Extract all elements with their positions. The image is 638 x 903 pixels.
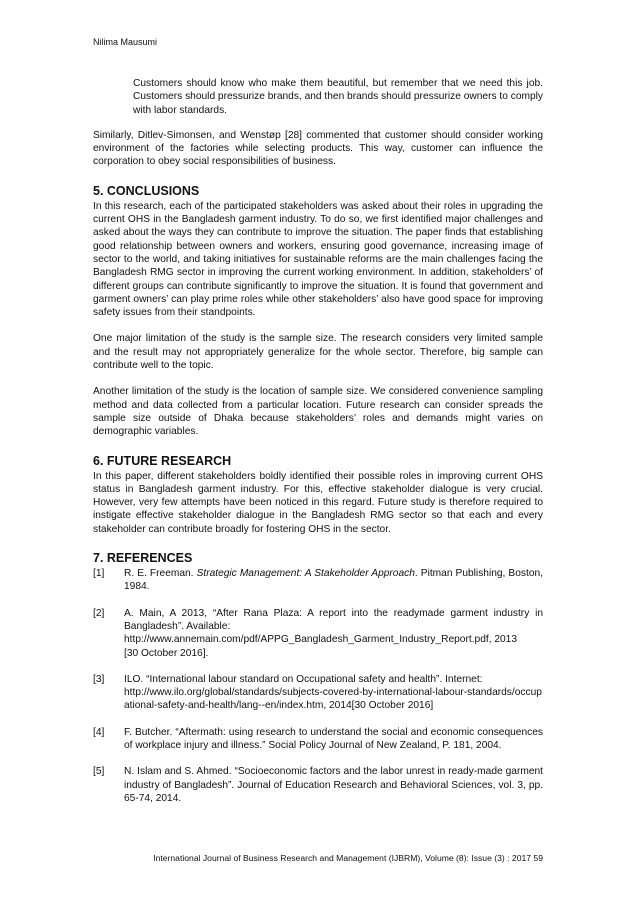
reference-number: [5] — [93, 766, 105, 778]
reference-item — [93, 673, 543, 713]
page-body — [93, 77, 543, 818]
reference-title: Strategic Management: A Stakeholder Approach — [196, 568, 415, 580]
reference-publisher: . Pitman Publishing, Boston, 1984. — [124, 568, 543, 593]
reference-link[interactable]: http://www.annemain.com/pdf/APPG_Bangladesh_Garment_Industry_Report.pdf, 2013 — [124, 634, 518, 646]
conclusions-paragraph-3: Another limitation of the study is the location of sample size. We considered convenience sampling method and data collected from a particular location. Future research can consider spreads the sample size outside of Dhaka because stakeholders’ roles and demands might varies on demographic variables. — [93, 386, 543, 438]
page-footer: International Journal of Business Research and Management (IJBRM), Volume (8): Issue (3) : 2017 59 — [153, 853, 543, 863]
reference-citation: A. Main, A 2013, “After Rana Plaza: A report into the readymade garment industry in Bangladesh”. Available: — [124, 607, 543, 632]
conclusions-heading: 5. CONCLUSIONS — [93, 183, 200, 198]
reference-number: [1] — [93, 568, 105, 580]
reference-text — [124, 567, 543, 594]
reference-authors: R. E. Freeman. — [124, 568, 197, 580]
future-research-heading: 6. FUTURE RESEARCH — [93, 453, 232, 468]
reference-item — [93, 726, 543, 753]
reference-item — [93, 765, 543, 805]
reference-citation: ILO. “International labour standard on Occupational safety and health”. Internet: — [124, 673, 483, 685]
reference-number: [4] — [93, 726, 105, 738]
reference-citation: F. Butcher. “Aftermath: using research to understand the social and economic consequences of workplace injury and illness.” Social Policy Journal of New Zealand, P. 181, 2004. — [124, 726, 543, 751]
paragraph-similarly: Similarly, Ditlev-Simonsen, and Wenstøp [28] commented that customer should consider working environment of the factories while selecting products. This way, customer can influence the corporation to obey social responsibilities of business. — [93, 129, 543, 168]
reference-link[interactable]: http://www.ilo.org/global/standards/subjects-covered-by-international-labour-standards/occupational-safety-and-health/lang--en/index.htm, 2014[30 October 2016] — [124, 687, 542, 712]
future-research-paragraph: In this paper, different stakeholders boldly identified their possible roles in improving current OHS status in Bangladesh garment industry. For this, effective stakeholder dialogue is very crucial. However, very few attempts have been noticed in this regard. Future study is therefore required to instigate effective stakeholder dialogue in the Bangladesh RMG sector so that each and every stakeholder can contribute broadly for fostering OHS in the sector. — [93, 470, 543, 535]
running-head: Nilima Mausumi — [93, 37, 158, 47]
reference-item — [93, 607, 543, 660]
reference-item — [93, 567, 543, 594]
block-quote: Customers should know who make them beautiful, but remember that we need this job. Customers should pressurize brands, and then brands should pressurize owners to comply with labor standards. — [133, 78, 543, 116]
reference-access-date: [30 October 2016]. — [124, 647, 209, 659]
reference-text — [124, 673, 543, 713]
reference-citation: N. Islam and S. Ahmed. “Socioeconomic factors and the labor unrest in ready-made garment industry of Bangladesh”. Journal of Education Research and Behavioral Sciences, vol. 3, pp. 65-74, 2014. — [124, 766, 543, 804]
reference-number: [3] — [93, 673, 105, 685]
reference-number: [2] — [93, 607, 105, 619]
conclusions-paragraph-2: One major limitation of the study is the sample size. The research considers very limited sample and the result may not appropriately generalize for the whole sector. Therefore, big sample can contribute well to the topic. — [93, 333, 543, 372]
reference-text — [124, 607, 543, 660]
references-heading: 7. REFERENCES — [93, 551, 193, 566]
conclusions-paragraph-1: In this research, each of the participated stakeholders was asked about their roles in upgrading the current OHS in the Bangladesh garment industry. To do so, we first identified major challenges and asked about the ways they can contribute to improve the situation. The paper finds that establishing good relationship between owners and workers, ensuring good governance, increasing image of sector to the world, and taking initiatives for sustainable reforms are the main challenges facing the Bangladesh RMG sector in improving the current working environment. In addition, stakeholders’ of different groups can contribute significantly to improve the situation. It is found that government and garment owners’ can play prime roles while other stakeholders’ also have good space for improving safety issues from their standpoints. — [93, 200, 543, 319]
